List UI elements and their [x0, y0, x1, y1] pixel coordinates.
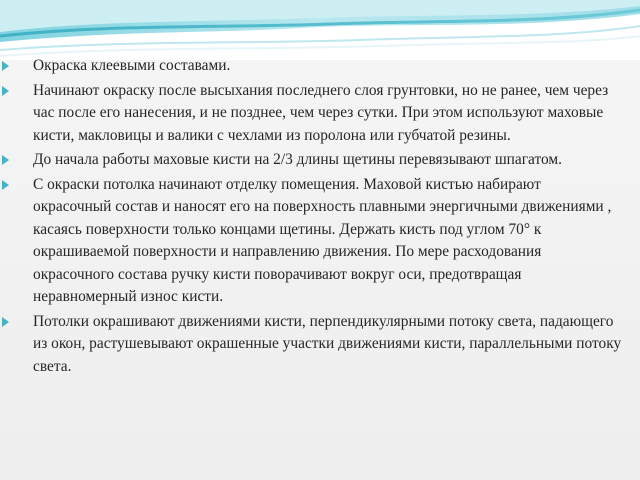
bullet-arrow-icon [2, 155, 9, 165]
bullet-arrow-icon [2, 317, 9, 327]
bullet-list [0, 55, 622, 380]
bullet-text: До начала работы маховые кисти на 2/3 длины щетины перевязывают шпагатом. [33, 151, 562, 168]
bullet-text: Потолки окрашивают движениями кисти, перпендикулярными потоку света, падающего из окон, растушевывают окрашенные участки движениями кисти, параллельными потоку света. [33, 312, 622, 375]
bullet-text: Начинают окраску после высыхания последнего слоя грунтовки, но не ранее, чем через час после его нанесения, и не позднее, чем через сутки. При этом используют маховые кисти, макловицы и валики с чехлами из поролона или губчатой резины. [33, 81, 609, 144]
bullet-item [0, 55, 622, 78]
bullet-text: Окраска клеевыми составами. [33, 57, 231, 74]
bullet-item [0, 80, 622, 148]
bullet-item [0, 311, 622, 379]
bullet-text: С окраски потолка начинают отделку помещения. Маховой кистью набирают окрасочный состав и наносят его на поверхность плавными энергичными движениями , касаясь поверхности только концами щетины. Держать кисть под углом 70° к окрашиваемой поверхности и направлению движения. По мере расходования окрасочного состава ручку кисти поворачивают вокруг оси, предотвращая неравномерный износ кисти. [33, 175, 612, 305]
bullet-item [0, 149, 622, 172]
header-wave-decoration [0, 0, 640, 60]
bullet-arrow-icon [2, 61, 9, 71]
bullet-arrow-icon [2, 180, 9, 190]
bullet-arrow-icon [2, 86, 9, 96]
bullet-item [0, 174, 622, 309]
